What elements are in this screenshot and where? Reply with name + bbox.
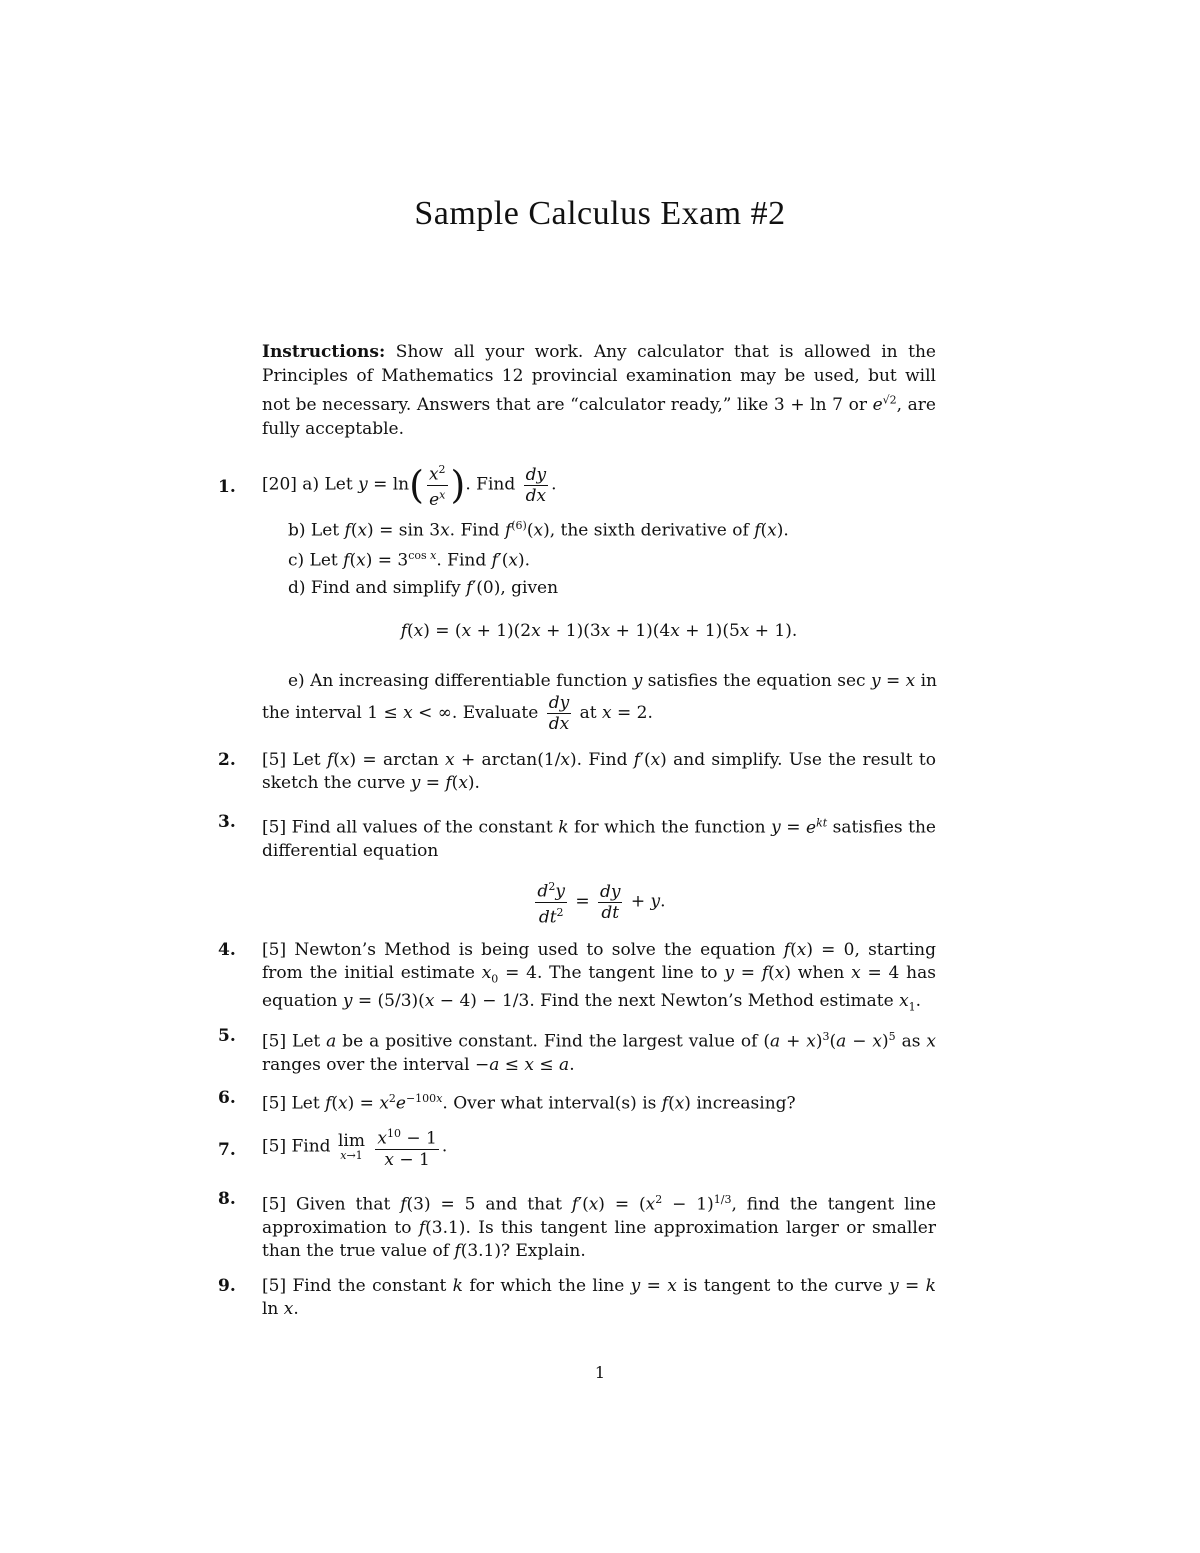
question-number: 4. [218, 940, 236, 960]
instructions-label: Instructions: [262, 342, 386, 362]
question-6: [5] Let $f(x) = x^2e^{-100x}$. Over what interval(s) is f(x) increasing? [262, 1092, 796, 1114]
question-4: [5] Newton’s Method is being used to solve the equation f(x) = 0, starting from the initial estimate $x_0 = 4$. The tangent line to y = f(x) when x = 4 has equation y = (5/3)(x − 4) − 1/3. Find the next Newton’s Method estimate $x_1$. [262, 940, 936, 1014]
question-1c: c) Let $f(x) = 3^{cos x}$. Find f′(x). [288, 549, 531, 571]
question-8: [5] Given that f(3) = 5 and that $f'(x) = (x^2 - 1)^{1/3}$, find the tangent line approximation to f(3.1). Is this tangent line approximation larger or smaller than the true value of f(3.1)? Explain. [262, 1193, 937, 1261]
question-9: [5] Find the constant k for which the line y = x is tangent to the curve y = k ln x. [262, 1276, 936, 1319]
question-1e-cont: the interval 1 ≤ x < ∞. Evaluate $\frac{dy}{dx}$ at x = 2. [262, 693, 653, 734]
question-number: 2. [218, 750, 236, 770]
question-1b: b) Let f(x) = sin 3x. Find $f^{(6)}(x)$, the sixth derivative of f(x). [288, 519, 789, 541]
question-1d-equation: f(x) = (x + 1)(2x + 1)(3x + 1)(4x + 1)(5x + 1). [400, 621, 798, 641]
question-number: 3. [218, 812, 236, 832]
page-title: Sample Calculus Exam #2 [414, 195, 786, 232]
question-1a: [20] a) Let y = ln( $\frac{x^2}{e^x}$ ). Find $\frac{dy}{dx}$ . [262, 460, 557, 510]
question-1e: e) An increasing differentiable function y satisfies the equation sec y = x in [288, 671, 937, 691]
question-number: 6. [218, 1088, 236, 1108]
instructions-text: Show all your work. Any calculator that is allowed in the Principles of Mathematics 12 provincial examination may be used, but will not be necessary. Answers that are “calculator ready,” like 3 + ln 7 or $e^{√2}$, are fully acceptable. [262, 342, 936, 439]
page-number: 1 [594, 1363, 606, 1382]
instructions [262, 340, 936, 441]
question-marks: [20] [262, 474, 297, 495]
question-number: 1. [218, 477, 236, 497]
question-3-equation: $\frac{d^2y}{dt^2}$ = $\frac{dy}{dt}$ + y. [262, 877, 936, 927]
question-number: 9. [218, 1276, 236, 1296]
question-number: 8. [218, 1189, 236, 1209]
question-1d: d) Find and simplify f′(0), given [288, 578, 559, 598]
question-2: [5] Let f(x) = arctan x + arctan(1/x). Find f′(x) and simplify. Use the result to sketch the curve y = f(x). [262, 750, 936, 793]
question-7: [5] Find lim x→1 $\frac{x^{10} - 1}{x - 1}$ . [262, 1124, 447, 1170]
question-3: [5] Find all values of the constant k for which the function $y = e^{kt}$ satisfies the differential equation [262, 816, 936, 861]
question-5: [5] Let a be a positive constant. Find the largest value of $(a + x)^3(a - x)^5$ as x ranges over the interval −a ≤ x ≤ a. [262, 1030, 936, 1075]
question-number: 5. [218, 1026, 236, 1046]
question-number: 7. [218, 1140, 236, 1160]
